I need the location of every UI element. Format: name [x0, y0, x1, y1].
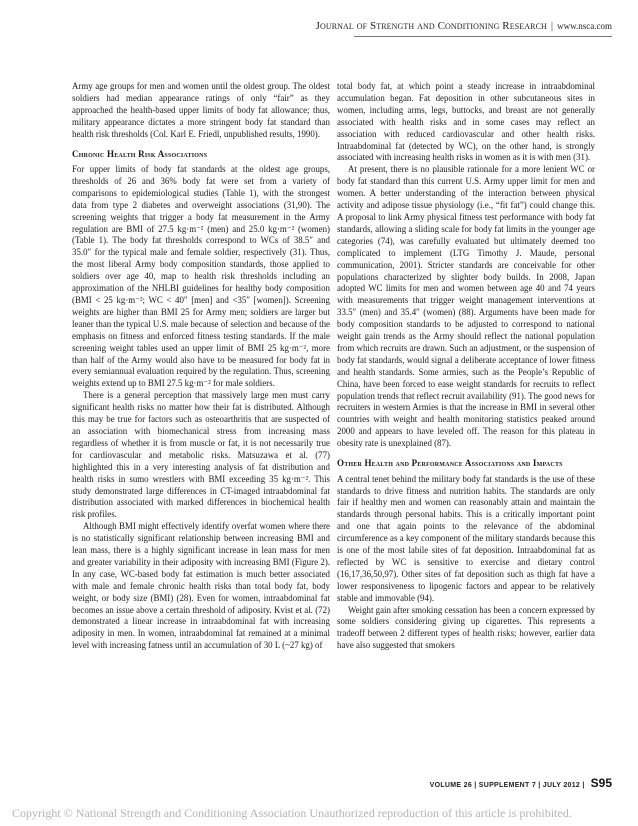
- paragraph: Although BMI might effectively identify overfat women where there is no statistically significant relationship between increasing BMI and lean mass, there is a highly significant increase in lean mass for men and greater variability in their adiposity with increasing BMI (Figure 2). In any case, WC-based body fat estimation is much better associated with male and female chronic health risks than total body fat, body weight, or body size (BMI) (28). Even for women, intraabdominal fat becomes an issue above a certain threshold of adiposity. Kvist et al. (72) demonstrated a linear increase in intraabdominal fat with increasing adiposity in men. In women, intraabdominal fat remained at a minimal level with increasing fatness until an accumulation of 30 L (~27 kg) of: [72, 521, 330, 651]
- page-footer: [430, 776, 612, 790]
- paragraph: total body fat, at which point a steady increase in intraabdominal accumulation began. Fat deposition in other subcutaneous sites in women, including arms, legs, buttocks, and breast are not generally associated with health risks and in some cases may reflect an association with reduced cardiovascular and other health risks. Intraabdominal fat (detected by WC), on the other hand, is strongly associated with increasing health risks in women as it is with men (31).: [337, 81, 595, 163]
- left-column: [72, 81, 330, 652]
- right-column: [337, 81, 595, 652]
- page-number: S95: [590, 776, 612, 790]
- paragraph: Weight gain after smoking cessation has been a concern expressed by some soldiers considering giving up cigarettes. This represents a tradeoff between 2 different types of health risks; however, earlier data have also suggested that smokers: [337, 604, 595, 651]
- copyright-notice: Copyright © National Strength and Conditioning Association Unauthorized reproduction of this article is prohibited.: [12, 806, 572, 820]
- header-separator: |: [550, 20, 554, 32]
- section-heading-other-health: Other Health and Performance Associations and Impacts: [337, 458, 563, 469]
- journal-name: Journal of Strength and Conditioning Research: [315, 20, 547, 32]
- section-heading-chronic-health: Chronic Health Risk Associations: [72, 148, 208, 159]
- header-rule: [354, 36, 612, 37]
- running-header: [316, 20, 612, 32]
- issue-info: VOLUME 26 | SUPPLEMENT 7 | JULY 2012 |: [429, 782, 585, 789]
- paragraph: Army age groups for men and women until the oldest group. The oldest soldiers had median appearance ratings of only “fair” as they approached the health-based upper limits of body fat allowance; thus, military appearance dictates a more stringent body fat standard than health risk thresholds (Col. Karl E. Friedl, unpublished results, 1990).: [72, 81, 330, 139]
- paragraph: At present, there is no plausible rationale for a more lenient WC or body fat standard than this current U.S. Army upper limit for men and women. A better understanding of the interaction between physical activity and adipose tissue physiology (i.e., “fit fat”) could change this. A proposal to link Army physical fitness test performance with body fat standards, allowing a sliding scale for body fat limits in the younger age categories (74), was carefully evaluated but ultimately deemed too complicated to implement (LTG Timothy J. Maude, personal communication, 2001). Stricter standards are conceivable for other populations characterized by slighter body builds. In 2008, Japan adopted WC limits for men and women between age 40 and 74 years with measurements that trigger weight management interventions at 33.5″ (men) and 35.4″ (women) (88). Arguments have been made for body composition standards to be adjusted to correspond to national weight gain trends as the Army should reflect the national population from which recruits are drawn. Such an adjustment, or the suspension of body fat standards, would signal a deliberate acceptance of lower fitness and health standards. Some armies, such as the People’s Republic of China, have been forced to ease weight standards for recruits to reflect population trends that reflect recruit availability (91). The good news for recruiters in western Armies is that the increase in BMI in several other countries with weight and health monitoring statistics peaked around 2000 and appears to have leveled off. The reason for this plateau in obesity rate is unexplained (87).: [337, 164, 595, 449]
- journal-website: www.nsca.com: [557, 21, 612, 31]
- paragraph: For upper limits of body fat standards at the oldest age groups, thresholds of 26 and 36% body fat were set from a variety of comparisons to epidemiological studies (Table 1), with the strongest data from type 2 diabetes and overweight associations (31,90). The screening weights that trigger a body fat measurement in the Army regulation are BMI of 27.5 kg·m⁻² (men) and 25.0 kg·m⁻² (women) (Table 1). The body fat thresholds correspond to WCs of 38.5″ and 35.0″ for the typical male and female soldier, respectively (31). Thus, the most liberal Army body composition standards, those applied to soldiers over age 40, map to health risk thresholds including an approximation of the NHLBI guidelines for healthy body composition (BMI < 25 kg·m⁻²; WC < 40″ [men] and <35″ [women]). Screening weights are higher than BMI 25 for Army men; soldiers are larger but leaner than the typical U.S. male because of selection and because of the emphasis on fitness and enforced fitness testing standards. If the male screening weight tables used an upper limit of BMI 25 kg·m⁻², more than half of the Army would also have to be measured for body fat in every semiannual evaluation required by the regulation. Thus, screening weights extend up to BMI 27.5 kg·m⁻² for male soldiers.: [72, 164, 330, 389]
- paragraph: A central tenet behind the military body fat standards is the use of these standards to drive fitness and nutrition habits. The standards are only fair if healthy men and women can reasonably attain and maintain the standards through personal habits. This is a critically important point and one that again points to the relevance of the abdominal circumference as a key component of the military standards because this is one of the most labile sites of fat deposition. Intraabdominal fat as reflected by WC is sensitive to exercise and dietary control (16,17,36,50,97). Other sites of fat deposition such as thigh fat have a lower responsiveness to lipogenic factors and appear to be relatively stable and immovable (94).: [337, 473, 595, 603]
- paragraph: There is a general perception that massively large men must carry significant health risks no matter how their fat is distributed. Although this may be true for factors such as osteoarthritis that are suspected of an association with biomechanical stress from increasing mass regardless of whether it is from muscle or fat, it is not necessarily true for cardiovascular and metabolic risks. Matsuzawa et al. (77) highlighted this in a very interesting analysis of fat distribution and health risks in sumo wrestlers with BMI exceeding 35 kg·m⁻². This study demonstrated large differences in CT-imaged intraabdominal fat distribution associated with marked differences in biochemical health risk profiles.: [72, 390, 330, 520]
